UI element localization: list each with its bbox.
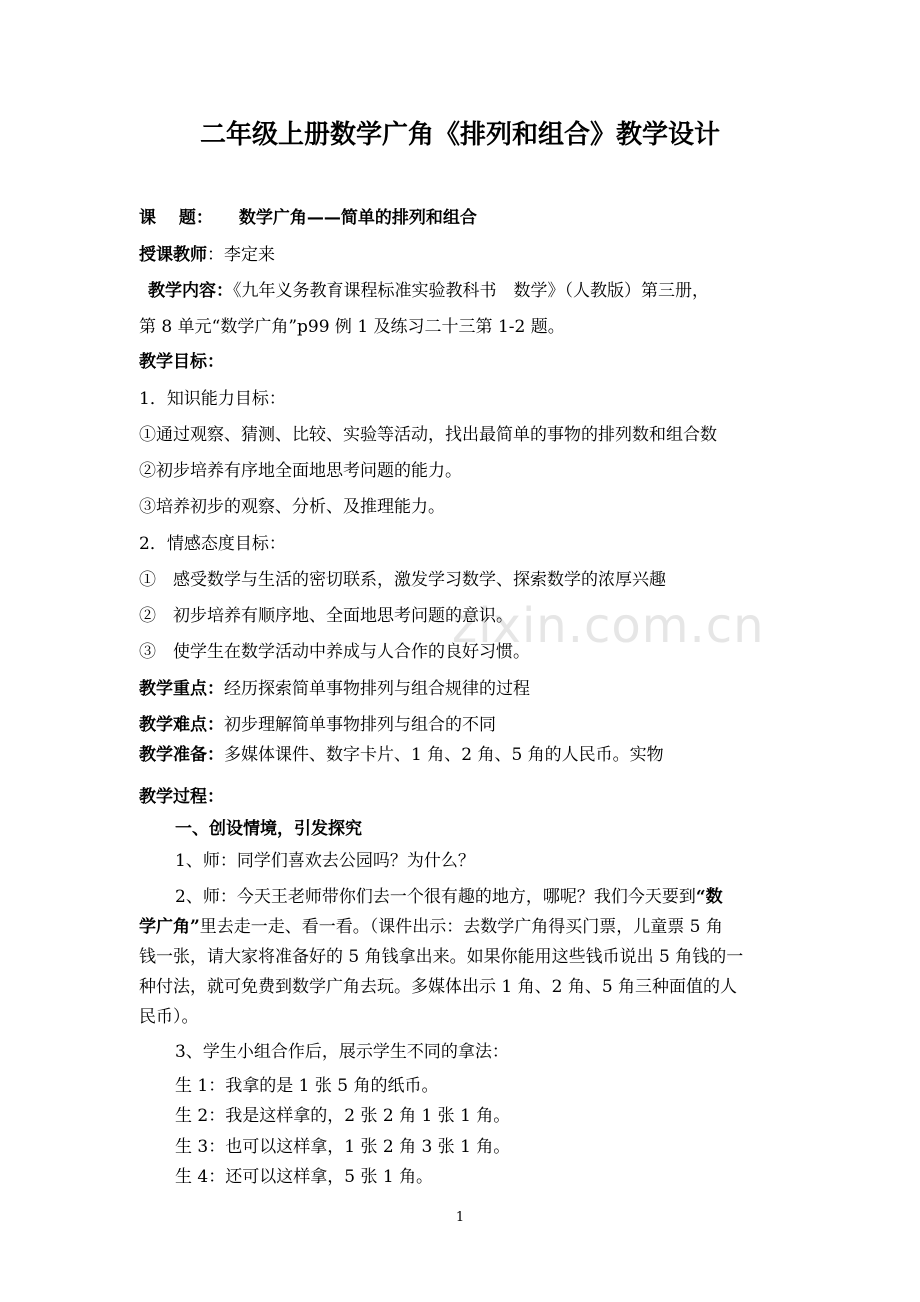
key-point-line [139,674,530,699]
student-3: 生 3：也可以这样拿，1 张 2 角 3 张 1 角。 [175,1137,511,1157]
process-heading: 教学过程： [139,787,224,807]
content-line-2: 第 8 单元“数学广角”p99 例 1 及练习二十三第 1-2 题。 [139,317,565,337]
para-2-bold-2: 学广角” [139,917,200,937]
topic-label: 课 题： [139,208,213,228]
goal-2b: ② 初步培养有顺序地、全面地思考问题的意识。 [139,606,513,626]
para-2-text-1: 2、师：今天王老师带你们去一个很有趣的地方，哪呢？我们今天要到 [175,887,696,907]
para-2-bold-1: “数 [695,887,723,907]
goal-1c: ③培养初步的观察、分析、及推理能力。 [139,497,445,517]
key-point-label: 教学重点： [139,679,224,699]
key-point-value: 经历探索简单事物排列与组合规律的过程 [224,679,530,699]
goal-1b: ②初步培养有序地全面地思考问题的能力。 [139,461,462,481]
page-number: 1 [455,1210,465,1225]
preparation-line [139,740,664,765]
student-4: 生 4：还可以这样拿，5 张 1 角。 [175,1167,434,1187]
para-2-line-4: 种付法，就可免费到数学广角去玩。多媒体出示 1 角、2 角、5 角三种面值的人 [139,977,738,997]
teacher-label: 授课教师 [139,245,207,265]
watermark: zixin.com.cn [452,598,765,654]
goal-1a: ①通过观察、猜测、比较、实验等活动，找出最简单的事物的排列数和组合数 [139,425,717,445]
student-1: 生 1：我拿的是 1 张 5 角的纸币。 [175,1076,439,1096]
goal-heading: 教学目标： [139,352,224,372]
teacher-value: ：李定来 [207,245,275,265]
preparation-value: 多媒体课件、数字卡片、1 角、2 角、5 角的人民币。实物 [224,745,664,765]
difficulty-value: 初步理解简单事物排列与组合的不同 [224,715,496,735]
goal-1: 1．知识能力目标： [139,389,286,409]
section-1-heading: 一、创设情境，引发探究 [175,819,362,839]
goal-2c: ③ 使学生在数学活动中养成与人合作的良好习惯。 [139,642,530,662]
student-2: 生 2：我是这样拿的，2 张 2 角 1 张 1 角。 [175,1106,511,1126]
document-title: 二年级上册数学广角《排列和组合》教学设计 [199,120,720,150]
preparation-label: 教学准备： [139,745,224,765]
para-2-line-2 [139,912,723,937]
para-3: 3、学生小组合作后，展示学生不同的拿法： [175,1042,509,1062]
teacher-line [139,240,275,265]
content-line-1 [148,276,709,301]
difficulty-line [139,710,496,735]
para-2-line-3: 钱一张，请大家将准备好的 5 角钱拿出来。如果你能用这些钱币说出 5 角钱的一 [139,947,744,967]
para-2-text-2: 里去走一走、看一看。（课件出示：去数学广角得买门票，儿童票 5 角 [199,917,723,937]
topic-line [139,203,477,228]
difficulty-label: 教学难点： [139,715,224,735]
goal-2: 2．情感态度目标： [139,534,286,554]
para-2-line-1 [175,882,723,907]
goal-2a: ① 感受数学与生活的密切联系，激发学习数学、探索数学的浓厚兴趣 [139,570,666,590]
para-2-line-5: 民币）。 [139,1007,199,1027]
content-value-1: 《九年义务教育课程标准实验教科书 数学》（人教版）第三册， [233,281,709,301]
content-label: 教学内容： [148,281,233,301]
topic-value: 数学广角——简单的排列和组合 [238,208,477,228]
para-1: 1、师：同学们喜欢去公园吗？为什么？ [175,851,475,871]
